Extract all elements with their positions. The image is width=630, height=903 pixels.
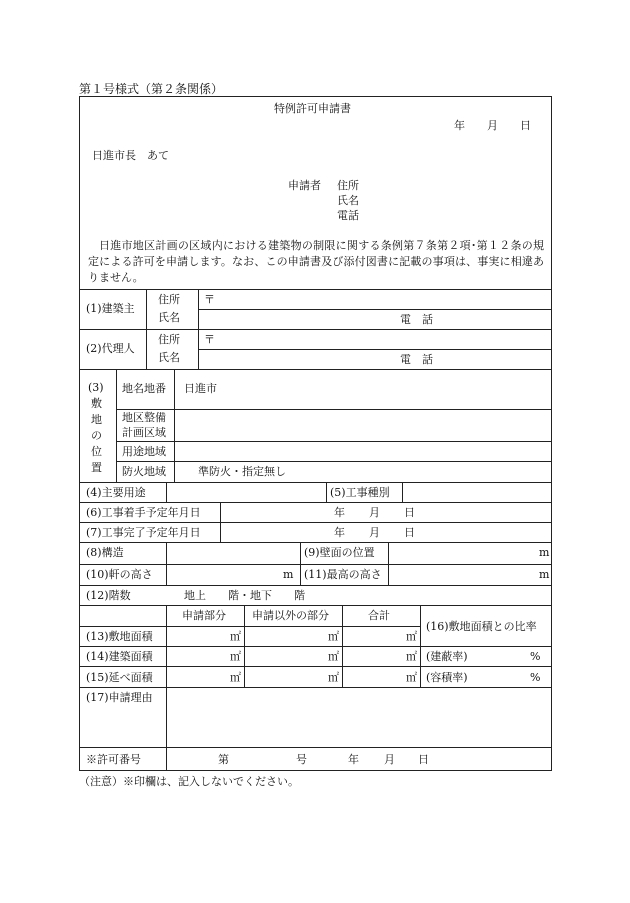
agent-label: (2)代理人 xyxy=(86,342,135,355)
coverage-ratio-label: (建蔽率) xyxy=(426,650,468,663)
floor-area-unit: ㎡ xyxy=(230,671,241,684)
max-height-label: (11)最高の高さ xyxy=(304,568,382,581)
start-year: 年 xyxy=(334,506,345,519)
zoning-label: 用途地域 xyxy=(122,445,166,458)
building-area-other-unit: ㎡ xyxy=(328,650,339,663)
owner-address-label: 住所 xyxy=(158,293,180,306)
permit-month: 月 xyxy=(384,753,395,766)
date-line[interactable]: 年 月 日 xyxy=(454,119,531,132)
owner-postal-mark: 〒 xyxy=(204,293,215,306)
permit-day: 日 xyxy=(418,753,429,766)
permit-year: 年 xyxy=(348,753,359,766)
permit-dai: 第 xyxy=(218,753,229,766)
start-month: 月 xyxy=(369,506,380,519)
applicant-label: 申請者 xyxy=(288,179,321,192)
reason-label: (17)申請理由 xyxy=(86,691,153,704)
site-area-unit: ㎡ xyxy=(230,630,241,643)
form-title: 特例許可申請書 xyxy=(274,102,351,115)
permit-number-label: ※許可番号 xyxy=(86,753,141,766)
site-label-part: 敷 xyxy=(91,397,102,410)
applicant-name-label: 氏名 xyxy=(337,194,359,207)
far-percent: % xyxy=(530,671,541,684)
agent-name-label: 氏名 xyxy=(158,351,180,364)
ratio-header: (16)敷地面積との比率 xyxy=(426,620,537,633)
application-statement: 日進市地区計画の区域内における建築物の制限に関する条例第７条第２項･第１２条の規定による許可を申請します。なお、この申請書及び添付図書に記載の事項は、事実に相違ありません。 xyxy=(88,239,544,284)
addressee: 日進市長 あて xyxy=(92,149,169,162)
end-month: 月 xyxy=(369,526,380,539)
eave-unit: m xyxy=(283,568,294,581)
agent-phone-label: 電 話 xyxy=(400,353,433,366)
site-area-other-unit: ㎡ xyxy=(328,630,339,643)
site-area-label: (13)敷地面積 xyxy=(86,630,153,643)
main-use-label: (4)主要用途 xyxy=(86,486,146,499)
building-area-label: (14)建築面積 xyxy=(86,650,153,663)
start-day: 日 xyxy=(404,506,415,519)
floors-value: 地上 階・地下 階 xyxy=(184,589,305,602)
site-label-part: の xyxy=(91,429,102,442)
building-area-total-unit: ㎡ xyxy=(406,650,417,663)
site-area-total-unit: ㎡ xyxy=(406,630,417,643)
site-label-part: 置 xyxy=(91,461,102,474)
other-area-header: 申請以外の部分 xyxy=(252,609,329,622)
floor-area-ratio-label: (容積率) xyxy=(426,671,468,684)
fire-zone-value: 準防火・指定無し xyxy=(198,465,286,478)
applicant-phone-label: 電話 xyxy=(337,209,359,222)
eave-height-label: (10)軒の高さ xyxy=(86,568,153,581)
lot-label: 地名地番 xyxy=(122,382,166,395)
coverage-percent: % xyxy=(530,650,541,663)
note-text: （注意）※印欄は、記入しないでください。 xyxy=(79,775,299,788)
permit-go: 号 xyxy=(296,753,307,766)
max-height-unit: m xyxy=(539,568,550,581)
wall-unit: m xyxy=(539,546,550,559)
floors-label: (12)階数 xyxy=(86,589,131,602)
site-label-part: 地 xyxy=(91,413,102,426)
district-plan-label: 計画区域 xyxy=(122,426,166,439)
start-date-label: (6)工事着手予定年月日 xyxy=(86,506,201,519)
owner-name-label: 氏名 xyxy=(158,311,180,324)
site-label-part: (3) xyxy=(88,381,104,394)
owner-phone-label: 電 話 xyxy=(400,313,433,326)
building-area-unit: ㎡ xyxy=(230,650,241,663)
form-number-label: 第１号様式（第２条関係） xyxy=(79,82,224,96)
wall-position-label: (9)壁面の位置 xyxy=(304,546,375,559)
structure-label: (8)構造 xyxy=(86,546,124,559)
end-day: 日 xyxy=(404,526,415,539)
applied-area-header: 申請部分 xyxy=(182,609,226,622)
lot-value: 日進市 xyxy=(184,382,217,395)
agent-postal-mark: 〒 xyxy=(204,333,215,346)
applicant-address-label: 住所 xyxy=(337,179,359,192)
floor-area-total-unit: ㎡ xyxy=(406,671,417,684)
site-label-part: 位 xyxy=(91,445,102,458)
district-plan-label: 地区整備 xyxy=(122,411,166,424)
completion-date-label: (7)工事完了予定年月日 xyxy=(86,526,201,539)
owner-label: (1)建築主 xyxy=(86,302,135,315)
work-type-label: (5)工事種別 xyxy=(330,486,390,499)
total-area-header: 合計 xyxy=(368,609,390,622)
agent-address-label: 住所 xyxy=(158,333,180,346)
form-frame xyxy=(79,96,552,771)
fire-zone-label: 防火地域 xyxy=(122,465,166,478)
floor-area-label: (15)延べ面積 xyxy=(86,671,153,684)
end-year: 年 xyxy=(334,526,345,539)
floor-area-other-unit: ㎡ xyxy=(328,671,339,684)
